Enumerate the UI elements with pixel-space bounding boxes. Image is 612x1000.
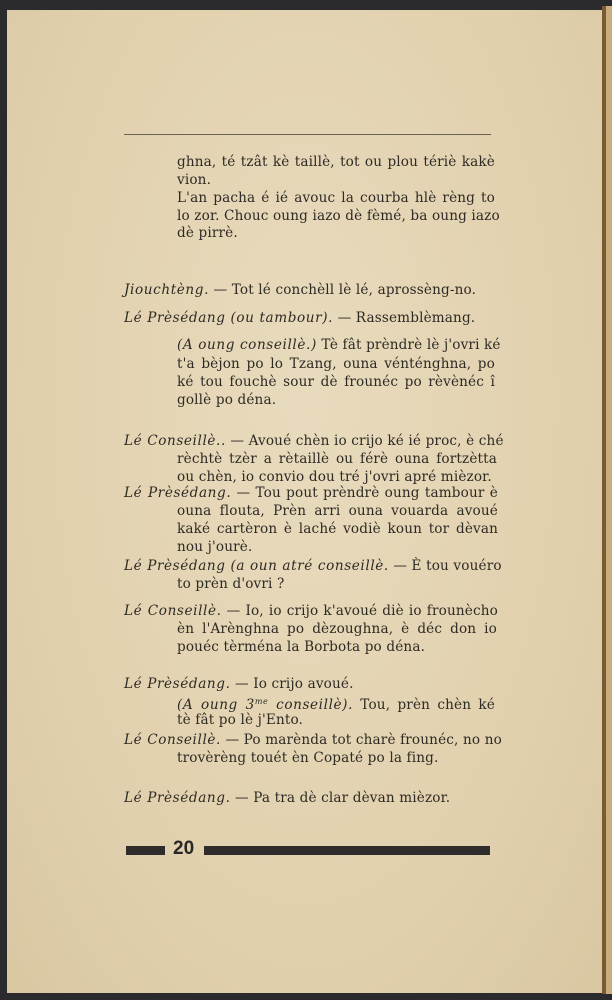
dialogue-line <box>124 557 502 575</box>
text-line: ké tou fouchè sour dè frounéc po rèvènéc î <box>177 374 495 390</box>
text-line: ou chèn, io convio dou tré j'ovri apré mièzor. <box>177 469 492 485</box>
text-line: t'a bèjon po lo Tzang, ouna vénténghna, po <box>177 356 495 372</box>
header-rule <box>124 134 491 135</box>
footer-bar-right <box>204 846 490 855</box>
speaker-name: Lé Prèsédang (a oun atré conseillè. <box>124 558 389 574</box>
dialogue-line <box>124 602 498 620</box>
footer-bar-left <box>126 846 165 855</box>
speaker-name: Jiouchtèng. <box>124 282 209 298</box>
text-line: dè pirrè. <box>177 225 238 241</box>
speech-text: — Rassemblèmang. <box>337 310 476 326</box>
text-line: rèchtè tzèr a rètaillè ou férè ouna fortzètta <box>177 451 497 467</box>
text-line: nou j'ourè. <box>177 539 253 555</box>
text-line: ghna, té tzât kè taillè, tot ou plou tériè kakè <box>177 154 495 170</box>
stage-direction: (A oung $3^{me}$ conseillè). <box>177 697 353 713</box>
speaker-name: Lé Conseillè. <box>124 732 221 748</box>
speech-text: Tou, prèn chèn ké <box>360 697 495 713</box>
text-line: gollè po déna. <box>177 392 277 408</box>
dialogue-line <box>124 432 504 450</box>
text-line: vion. <box>177 172 212 188</box>
speech-text: — È tou vouéro <box>393 558 502 574</box>
book-spine-edge-light <box>606 6 612 994</box>
speech-text: — Po marènda tot charè frounéc, no no <box>225 732 502 748</box>
dialogue-line <box>124 309 475 327</box>
speech-text: — Io crijo avoué. <box>234 676 354 692</box>
text-line: tè fât po lè j'Ento. <box>177 712 304 728</box>
text-line: L'an pacha é ié avouc la courba hlè rèng to <box>177 190 495 206</box>
dialogue-line <box>124 731 502 749</box>
dialogue-line <box>124 484 498 502</box>
ordinal-superscript: me <box>254 697 269 706</box>
text-line: ouna flouta, Prèn arri ouna vouarda avoué <box>177 503 498 519</box>
dialogue-line <box>124 789 450 807</box>
speaker-name: Lé Prèsédang (ou tambour). <box>124 310 334 326</box>
speaker-name: Lé Conseillè.. <box>124 433 226 449</box>
text-line: lo zor. Chouc oung iazo dè fèmé, ba oung iazo <box>177 208 500 224</box>
speaker-name: Lé Conseillè. <box>124 603 222 619</box>
speech-text: — Avoué chèn io crijo ké ié proc, è ché <box>230 433 504 449</box>
page-number: 20 <box>173 838 195 859</box>
speech-text: — Io, io crijo k'avoué diè io frounècho <box>226 603 498 619</box>
stage-direction: (A oung conseillè.) <box>177 337 317 353</box>
speech-text: — Tou pout prèndrè oung tambour è <box>236 485 498 501</box>
speaker-name: Lé Prèsédang. <box>124 790 231 806</box>
text-line: èn l'Arènghna po dèzoughna, è déc don io <box>177 621 497 637</box>
speaker-name: Lé Prèsédang. <box>124 485 232 501</box>
text-line: kaké cartèron è laché vodiè koun tor dèvan <box>177 521 498 537</box>
dialogue-line <box>177 336 501 354</box>
speech-text: — Pa tra dè clar dèvan mièzor. <box>234 790 451 806</box>
dialogue-line <box>124 675 354 693</box>
dialogue-line <box>124 281 476 299</box>
text-line: trovèrèng touét èn Copaté po la fing. <box>177 750 439 766</box>
speaker-name: Lé Prèsédang. <box>124 676 231 692</box>
speech-text: — Tot lé conchèll lè lé, aprossèng-no. <box>213 282 477 298</box>
speech-text: Tè fât prèndrè lè j'ovri ké <box>321 337 501 353</box>
text-line: to prèn d'ovri ? <box>177 576 285 592</box>
text-line: pouéc tèrména la Borbota po déna. <box>177 639 426 655</box>
